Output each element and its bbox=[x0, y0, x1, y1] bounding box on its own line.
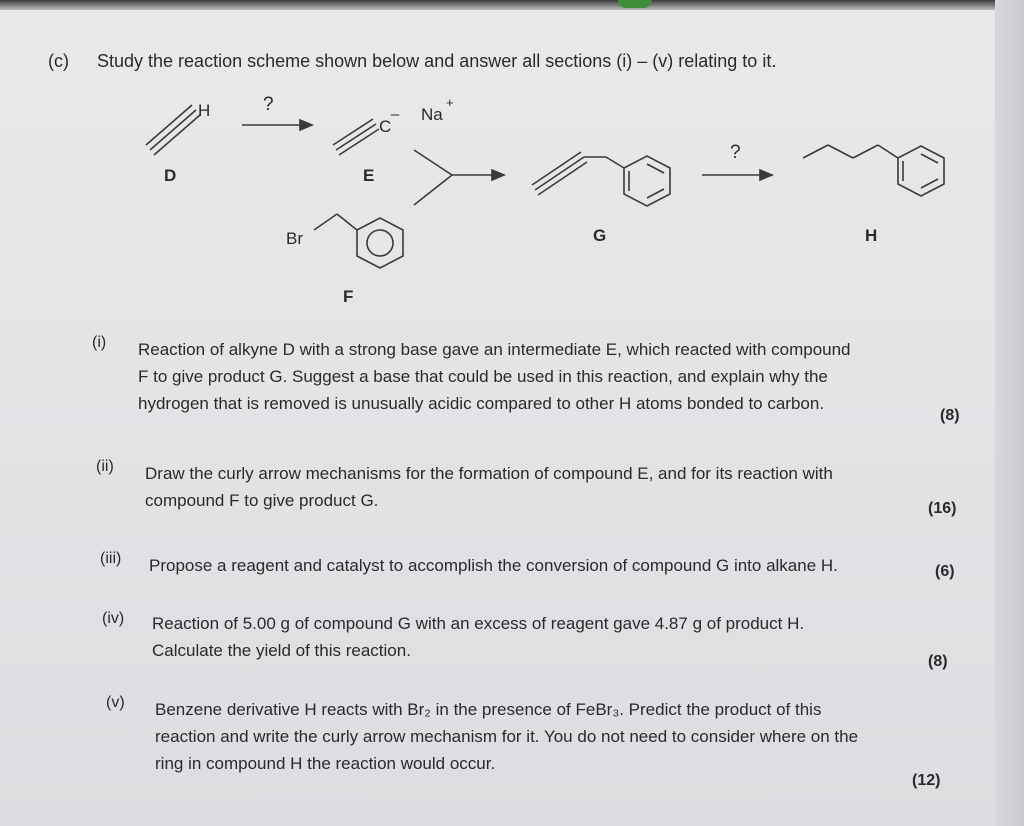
question-number: (iv) bbox=[102, 610, 125, 627]
question-text: Propose a reagent and catalyst to accomplish the conversion of compound G into alkane H. bbox=[149, 556, 838, 575]
question-text: Draw the curly arrow mechanisms for the formation of compound E, and for its reaction with compound F to give product G. bbox=[145, 464, 833, 510]
compound-label-d: D bbox=[164, 166, 177, 185]
question-number: (i) bbox=[92, 334, 107, 351]
question-marks: (6) bbox=[935, 563, 955, 580]
combination-arrow bbox=[414, 150, 504, 205]
benzyl-bromide-f-structure bbox=[314, 214, 403, 268]
product-g-structure bbox=[532, 152, 670, 206]
part-label: (c) bbox=[48, 51, 69, 71]
atom-h-label: H bbox=[198, 101, 211, 120]
sodium-ion-label: Na bbox=[421, 105, 443, 124]
question-marks: (12) bbox=[912, 772, 941, 789]
acetylide-e-structure bbox=[333, 119, 379, 155]
arrow-d-to-e bbox=[242, 120, 312, 130]
alkyne-d-structure bbox=[146, 105, 200, 155]
negative-charge: – bbox=[391, 106, 400, 123]
question-number: (ii) bbox=[96, 458, 114, 475]
product-h-structure bbox=[803, 145, 944, 196]
question-number: (v) bbox=[106, 694, 125, 711]
intro-text: Study the reaction scheme shown below and answer all sections (i) – (v) relating to it. bbox=[97, 51, 777, 71]
reagent-unknown-2: ? bbox=[730, 142, 741, 163]
question-marks: (16) bbox=[928, 500, 957, 517]
reaction-scheme bbox=[0, 0, 1024, 320]
arrow-g-to-h bbox=[702, 170, 772, 180]
reagent-unknown-1: ? bbox=[263, 94, 274, 115]
question-marks: (8) bbox=[928, 653, 948, 670]
compound-label-e: E bbox=[363, 166, 375, 185]
compound-label-g: G bbox=[593, 226, 607, 245]
question-text: Reaction of alkyne D with a strong base gave an intermediate E, which reacted with compound F to give product G. Suggest a base that could be used in this reaction, and explain why the hydrogen that is removed is unusually acidic compared to other H atoms bonded to carbon. bbox=[138, 340, 851, 413]
question-number: (iii) bbox=[100, 550, 122, 567]
question-text: Benzene derivative H reacts with Br₂ in the presence of FeBr₃. Predict the product of this reaction and write the curly arrow mechanism for it. You do not need to consider where on the ring in compound H the reaction would occur. bbox=[155, 700, 859, 773]
question-marks: (8) bbox=[940, 407, 960, 424]
compound-label-f: F bbox=[343, 287, 354, 306]
question-text: Reaction of 5.00 g of compound G with an excess of reagent gave 4.87 g of product H. Calculate the yield of this reaction. bbox=[152, 614, 805, 660]
atom-c-label: C bbox=[379, 117, 392, 136]
atom-br-label: Br bbox=[286, 229, 303, 248]
compound-label-h: H bbox=[865, 226, 878, 245]
positive-charge: + bbox=[446, 95, 454, 110]
